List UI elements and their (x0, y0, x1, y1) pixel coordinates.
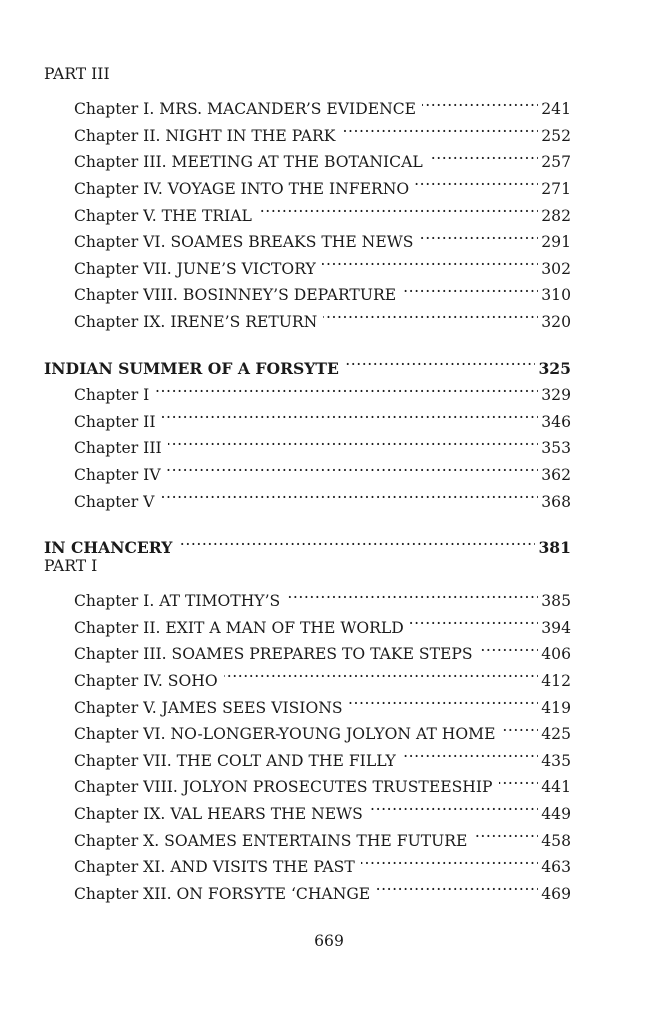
toc-entry-page-number: 394 (541, 618, 571, 637)
toc-entry-page-number: 291 (541, 233, 571, 252)
toc-entry-label: Chapter V. THE TRIAL (74, 206, 252, 225)
toc-entry-page-number: 302 (541, 259, 571, 278)
toc-section (44, 347, 571, 511)
toc-entry-label: Chapter II. EXIT A MAN OF THE WORLD (74, 618, 404, 637)
toc-entry-page-number: 329 (541, 386, 571, 405)
toc-entry-label: Chapter V. JAMES SEES VISIONS (74, 698, 343, 717)
dot-leader (322, 247, 538, 274)
toc-entry-page-number: 325 (538, 358, 571, 378)
dot-leader (168, 427, 539, 454)
dot-leader (323, 300, 538, 327)
dot-leader (361, 846, 538, 873)
toc-entry-page-number: 310 (541, 286, 571, 305)
dot-leader (402, 739, 538, 766)
toc-entry-label: Chapter VII. THE COLT AND THE FILLY (74, 751, 396, 770)
toc-entry-page-number: 469 (541, 884, 571, 903)
toc-entry-page-number: 271 (541, 179, 571, 198)
toc-entry-label: PART I (44, 557, 98, 576)
toc-entry-page-number: 385 (541, 592, 571, 611)
toc-section (44, 61, 571, 331)
toc-entry-page-number: 425 (541, 725, 571, 744)
toc-entry-label: Chapter VIII. BOSINNEY’S DEPARTURE (74, 286, 397, 305)
toc-heading-row (44, 347, 571, 378)
toc-entry-page-number: 346 (541, 412, 571, 431)
dot-leader (410, 606, 538, 633)
toc-entry-page-number: 419 (541, 698, 571, 717)
toc-entry-label: Chapter VI. SOAMES BREAKS THE NEWS (74, 233, 414, 252)
dot-leader (345, 347, 536, 374)
dot-leader (160, 480, 538, 507)
toc-entry-label: Chapter IV (74, 465, 161, 484)
dot-leader (167, 453, 539, 480)
toc-heading-row (44, 527, 571, 558)
toc-entry-page-number: 320 (541, 312, 571, 331)
dot-leader (422, 88, 538, 115)
dot-leader (341, 114, 538, 141)
toc-entry-label: Chapter III. MEETING AT THE BOTANICAL (74, 153, 423, 172)
dot-leader (369, 792, 538, 819)
toc-entry-label: IN CHANCERY (44, 538, 173, 558)
dot-leader (473, 819, 538, 846)
toc-entry-page-number: 257 (541, 153, 571, 172)
dot-leader (376, 872, 538, 899)
toc-entry-label: PART III (44, 65, 110, 83)
toc-entry-page-number: 463 (541, 858, 571, 877)
toc-entry-page-number: 282 (541, 206, 571, 225)
toc-entry-label: Chapter X. SOAMES ENTERTAINS THE FUTURE (74, 831, 468, 850)
toc-entry-label: INDIAN SUMMER OF A FORSYTE (44, 358, 339, 378)
toc-entry-page-number: 449 (541, 805, 571, 824)
toc-entry-label: Chapter VI. NO-LONGER-YOUNG JOLYON AT HOME (74, 725, 496, 744)
toc-entry-label: Chapter IX. VAL HEARS THE NEWS (74, 805, 363, 824)
toc-entry-page-number: 241 (541, 100, 571, 119)
toc-entry-page-number: 381 (538, 538, 571, 558)
dot-leader (429, 141, 539, 168)
toc-entry-page-number: 458 (541, 831, 571, 850)
toc-part-row (44, 61, 571, 88)
dot-leader (349, 686, 539, 713)
dot-leader (286, 580, 538, 607)
dot-leader (402, 274, 538, 301)
dot-leader (161, 400, 538, 427)
toc-entry-label: Chapter IX. IRENE’S RETURN (74, 312, 318, 331)
toc-entry-label: Chapter I. MRS. MACANDER’S EVIDENCE (74, 100, 417, 119)
dot-leader (178, 527, 535, 554)
toc-entry-page-number: 252 (541, 126, 571, 145)
toc-entry-label: Chapter I. AT TIMOTHY’S (74, 592, 281, 611)
toc-entry-label: Chapter XI. AND VISITS THE PAST (74, 858, 355, 877)
toc-entry-page-number: 362 (541, 465, 571, 484)
toc-entry-page-number: 353 (541, 439, 571, 458)
toc-entry-label: Chapter III. SOAMES PREPARES TO TAKE STEPS (74, 645, 473, 664)
toc-entry-page-number: 441 (541, 778, 571, 797)
dot-leader (224, 659, 539, 686)
toc-chapter-row (44, 580, 571, 611)
toc-entry-label: Chapter I (74, 386, 150, 405)
dot-leader (258, 194, 538, 221)
dot-leader (499, 766, 539, 793)
toc-chapter-row (44, 88, 571, 119)
toc-entry-label: Chapter XII. ON FORSYTE ‘CHANGE (74, 884, 371, 903)
toc-entry-label: Chapter VII. JUNE’S VICTORY (74, 259, 316, 278)
toc-entry-label: Chapter II. NIGHT IN THE PARK (74, 126, 336, 145)
toc-entry-page-number: 406 (541, 645, 571, 664)
toc-entry-label: Chapter V (74, 492, 155, 511)
toc-entry-page-number: 368 (541, 492, 571, 511)
dot-leader (415, 167, 538, 194)
toc-entry-label: Chapter II (74, 412, 156, 431)
toc-entry-label: Chapter VIII. JOLYON PROSECUTES TRUSTEESHIP (74, 778, 493, 797)
page-number: 669 (314, 932, 344, 950)
dot-leader (479, 633, 539, 660)
toc-entry-page-number: 412 (541, 672, 571, 691)
toc-entry-label: Chapter IV. VOYAGE INTO THE INFERNO (74, 179, 410, 198)
toc-entry-page-number: 435 (541, 751, 571, 770)
dot-leader (502, 713, 539, 740)
table-of-contents (44, 61, 571, 903)
dot-leader (155, 374, 538, 401)
toc-entry-label: Chapter III (74, 439, 162, 458)
toc-entry-label: Chapter IV. SOHO (74, 672, 218, 691)
toc-section (44, 527, 571, 903)
dot-leader (419, 221, 538, 248)
